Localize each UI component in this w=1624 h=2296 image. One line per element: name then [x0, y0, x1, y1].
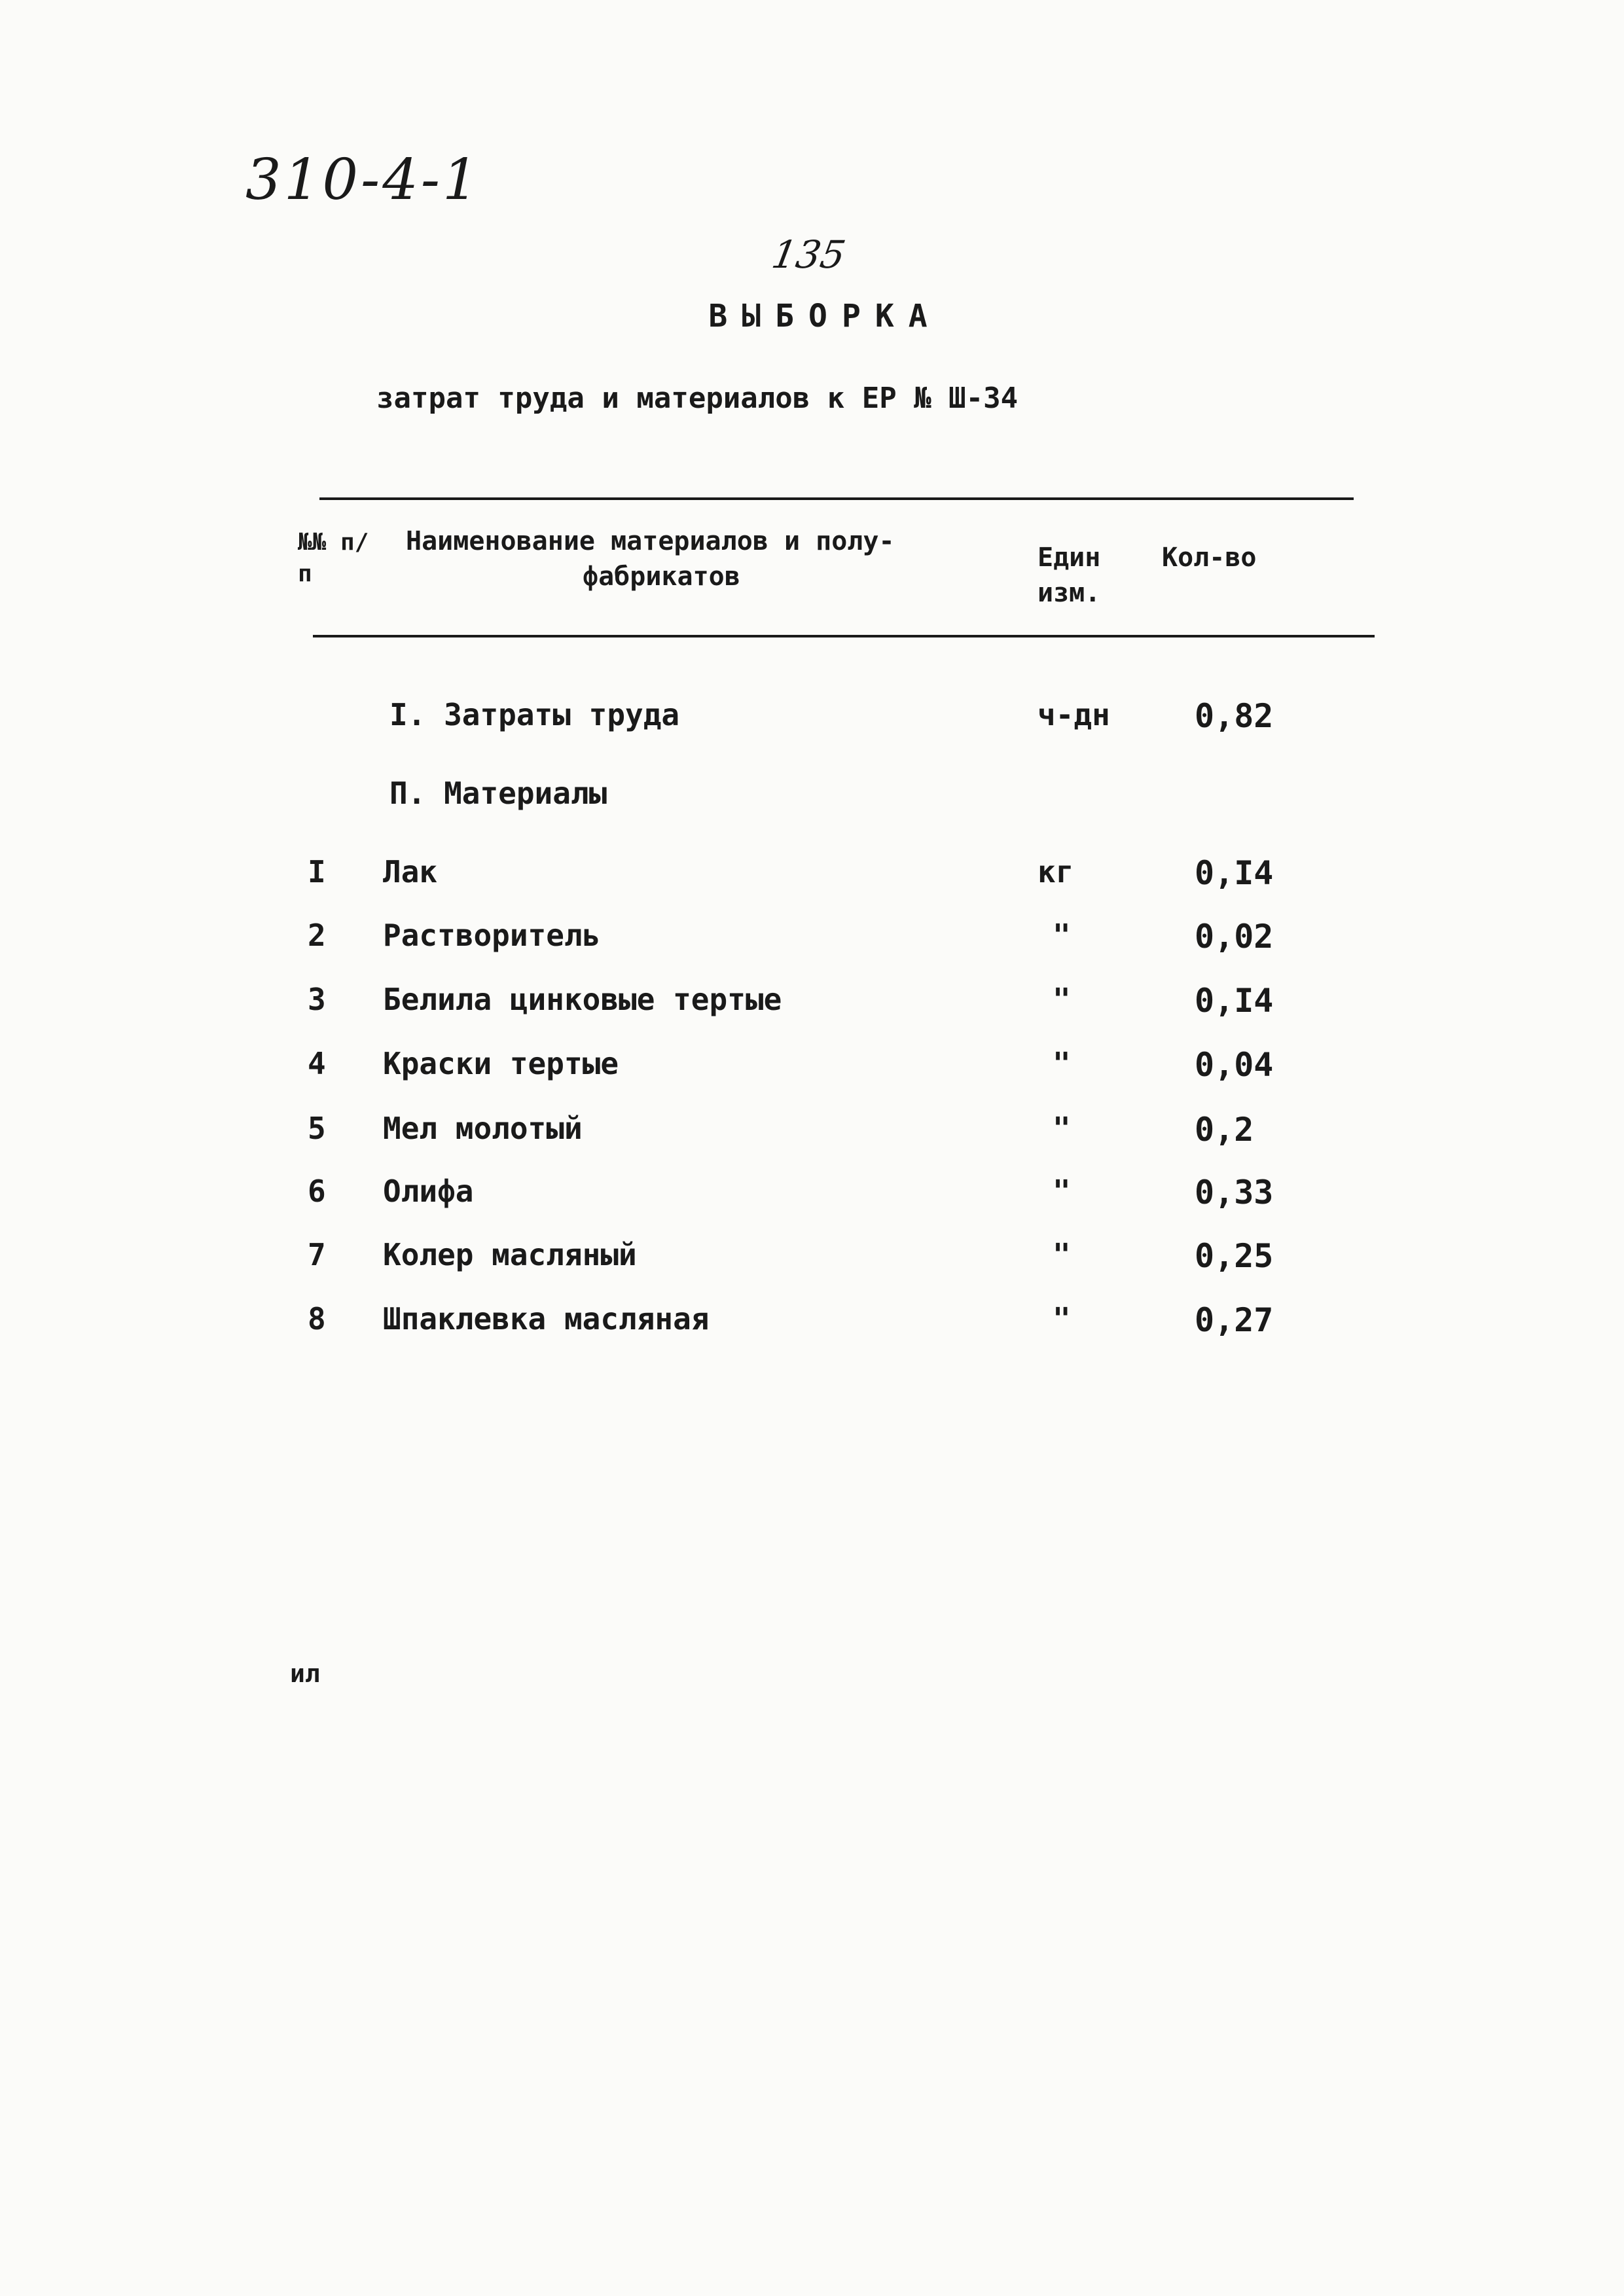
row-unit: " [1053, 982, 1071, 1017]
row-name: Мел молотый [383, 1111, 583, 1146]
table-row [0, 776, 1624, 828]
row-number: 3 [308, 982, 326, 1017]
table-row [0, 918, 1624, 970]
section-heading: I. Затраты труда [389, 697, 680, 732]
table-row [0, 1046, 1624, 1098]
page-number: 135 [768, 232, 849, 277]
table-row [0, 854, 1624, 906]
header-unit-line2: изм. [1038, 578, 1101, 608]
row-unit: " [1053, 1046, 1071, 1081]
row-unit: " [1053, 1174, 1071, 1209]
header-name-line1: Наименование материалов и полу- [406, 526, 895, 556]
row-quantity: 0,25 [1195, 1237, 1274, 1275]
row-name: Колер масляный [383, 1237, 637, 1272]
table-row [0, 982, 1624, 1034]
row-number: 5 [308, 1111, 326, 1146]
row-number: 8 [308, 1301, 326, 1336]
row-quantity: 0,I4 [1195, 982, 1274, 1020]
row-unit: " [1053, 1111, 1071, 1146]
row-number: 2 [308, 918, 326, 953]
table-row [0, 1237, 1624, 1289]
row-unit: кг [1038, 854, 1074, 889]
row-quantity: 0,33 [1195, 1174, 1274, 1211]
table-row [0, 1301, 1624, 1354]
document-title: ВЫБОРКА [708, 298, 942, 334]
document-code: 310-4-1 [245, 147, 481, 213]
header-name-line2: фабрикатов [583, 562, 740, 592]
row-name: Белила цинковые тертые [383, 982, 782, 1017]
header-number: №№ п/п [298, 529, 369, 587]
row-name: Растворитель [383, 918, 601, 953]
header-unit [1038, 540, 1142, 611]
row-unit: " [1053, 1237, 1071, 1272]
table-header-rule [313, 635, 1375, 637]
row-number: 6 [308, 1174, 326, 1209]
row-quantity: 0,2 [1195, 1111, 1254, 1149]
row-unit: " [1053, 918, 1071, 953]
section-heading: П. Материалы [389, 776, 607, 811]
row-quantity: 0,27 [1195, 1301, 1274, 1339]
row-quantity: 0,02 [1195, 918, 1274, 956]
row-name: Краски тертые [383, 1046, 619, 1081]
header-quantity: Кол-во [1162, 543, 1257, 573]
row-quantity: 0,82 [1195, 697, 1274, 735]
row-unit: ч-дн [1038, 697, 1110, 732]
table-top-rule [319, 497, 1354, 500]
table-row [0, 697, 1624, 749]
document-subtitle: затрат труда и материалов к ЕР № Ш-34 [376, 382, 1019, 415]
footer-mark: ил [290, 1659, 320, 1688]
row-name: Шпаклевка масляная [383, 1301, 710, 1336]
header-unit-line1: Един [1038, 543, 1101, 573]
table-row [0, 1174, 1624, 1226]
row-quantity: 0,I4 [1195, 854, 1274, 892]
row-quantity: 0,04 [1195, 1046, 1274, 1084]
row-number: 4 [308, 1046, 326, 1081]
row-name: Олифа [383, 1174, 474, 1209]
row-unit: " [1053, 1301, 1071, 1336]
row-number: I [308, 854, 326, 889]
row-number: 7 [308, 1237, 326, 1272]
table-row [0, 1111, 1624, 1163]
header-name [406, 524, 995, 594]
row-name: Лак [383, 854, 438, 889]
